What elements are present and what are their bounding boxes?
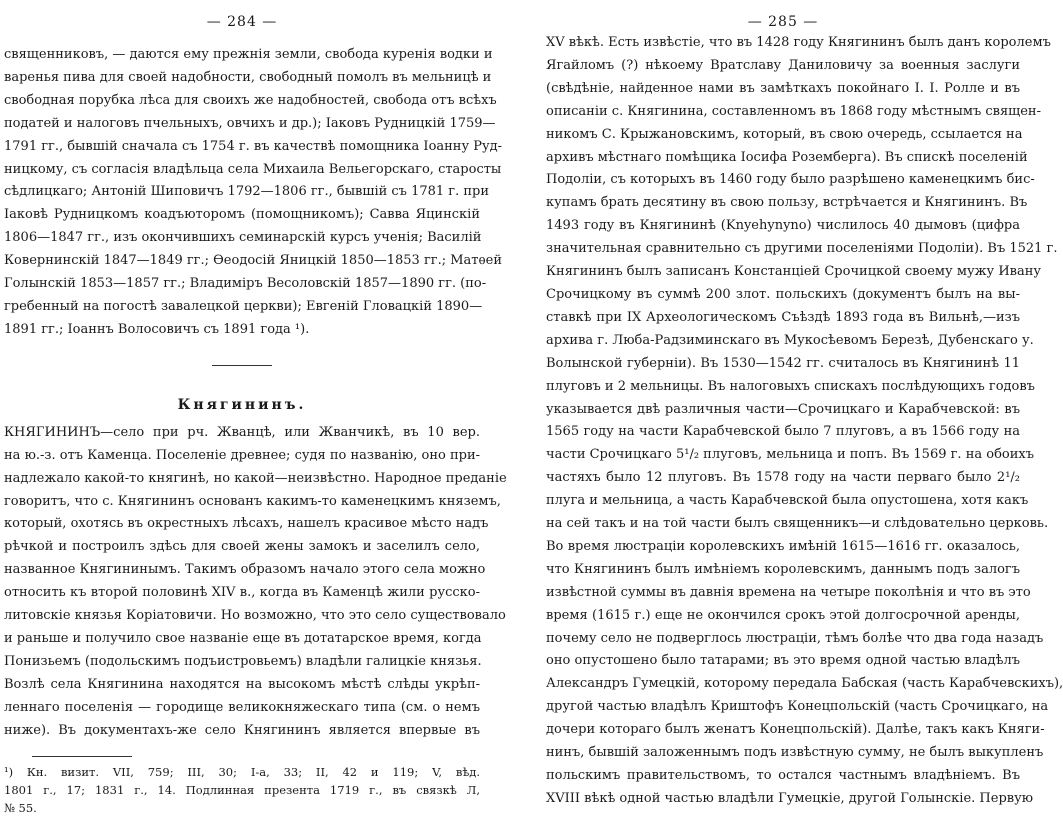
text-line: 1806—1847 гг., изъ окончившихъ семинарскій курсъ ученія; Василій: [4, 230, 482, 246]
text-line: относить къ второй половинѣ XIV в., когда въ Каменцѣ жили русско-: [4, 585, 480, 601]
text-line: плуговъ и 2 мельницы. Въ налоговыхъ спискахъ послѣдующихъ годовъ: [546, 378, 1035, 394]
text-line: священниковъ, — даются ему прежнія земли, свобода куренія водки и: [4, 47, 493, 62]
text-line: оно опустошено было татарами; въ это время одной частью владѣлъ: [546, 653, 1020, 669]
text-line: купамъ брать десятину въ свою пользу, встрѣчается и Княгининъ. Въ: [546, 195, 1028, 211]
text-line: нинъ, бывшій заложеннымъ подъ извѣстную сумму, не былъ выкупленъ: [546, 745, 1044, 761]
text-line: ставкѣ при IX Археологическомъ Съѣздѣ 1893 года въ Вильнѣ,—изъ: [546, 309, 1020, 325]
text-line: 1801 г., 17; 1831 г., 14. Подлинная презента 1719 г., въ связкѣ Л,: [4, 783, 480, 798]
text-line: гребенный на погостѣ завалецкой церкви); Евгеній Гловацкій 1890—: [4, 298, 483, 314]
text-line: Волынской губерніи). Въ 1530—1542 гг. считалось въ Княгининѣ 11: [546, 355, 1020, 371]
text-line: извѣстной суммы въ давнія времена на четыре поколѣнія и что въ это: [546, 584, 1031, 600]
text-line: Іаковѣ Рудницкомъ коадъюторомъ (помощникомъ); Савва Яцинскій: [4, 207, 480, 223]
text-line: другой частью владѣлъ Криштофъ Конецпольскій (часть Срочицкаго, на: [546, 699, 1049, 715]
text-line: 1791 гг., бывшій сначала съ 1754 г. въ качествѣ помощника Іоанну Руд-: [4, 138, 503, 154]
left-text-block-clergy: [4, 44, 503, 342]
text-line: архивъ мѣстнаго помѣщика Іосифа Роземберга). Въ спискѣ поселеній: [546, 149, 1028, 165]
text-line: и раньше и получило свое названіе еще въ дотатарское время, когда: [4, 630, 482, 646]
section-divider: [212, 365, 272, 366]
text-line: на сей такъ и на той части былъ священникъ—и слѣдовательно церковь.: [546, 516, 1049, 532]
text-line: Понизьемъ (подольскимъ подъистровьемъ) владѣли галицкіе князья.: [4, 653, 482, 669]
text-line: Во время люстраціи королевскихъ имѣній 1615—1616 гг. оказалось,: [546, 538, 1020, 554]
text-line: частяхъ было 12 плуговъ. Въ 1578 году на части перваго было 2¹/₂: [546, 470, 1020, 486]
text-line: Подоліи, съ которыхъ въ 1460 году было разрѣшено каменецкимъ бис-: [546, 172, 1035, 188]
text-line: никомъ С. Крыжановскимъ, который, въ свою очередь, ссылается на: [546, 126, 1023, 142]
text-line: части Срочицкаго 5¹/₂ плуговъ, мельница и попъ. Въ 1569 г. на обоихъ: [546, 447, 1034, 463]
text-line: надлежало какой-то княгинѣ, но какой—неизвѣстно. Народное преданіе: [4, 470, 507, 486]
text-line: литовскіе князья Коріатовичи. Но возможно, что это село существовало: [4, 608, 506, 624]
text-line: который, охотясь въ окрестныхъ лѣсахъ, нашелъ красивое мѣсто надъ: [4, 516, 489, 532]
left-page: [0, 0, 507, 816]
section-title: Княгининъ.: [177, 396, 307, 413]
footnote: [4, 763, 480, 817]
text-line: Ковернинскій 1847—1849 гг.; Ѳеодосій Яницкій 1850—1853 гг.; Матѳей: [4, 253, 503, 269]
text-line: Княгининъ былъ записанъ Констанціей Срочицкой своему мужу Ивану: [546, 264, 1042, 280]
text-line: ¹) Кн. визит. VII, 759; III, 30; I-а, 33; II, 42 и 119; V, вѣд.: [4, 765, 480, 780]
text-line: Александръ Гумецкій, которому передала Бабская (часть Карабчевскихъ),: [546, 676, 1063, 692]
text-line: архива г. Люба-Радзиминскаго въ Мукосѣевомъ Березѣ, Дубенскаго у.: [546, 332, 1034, 348]
text-line: варенья пива для своей надобности, свободный помолъ въ мельницѣ и: [4, 69, 492, 85]
text-line: время (1615 г.) еще не окончился срокъ этой долгосрочной аренды,: [546, 607, 1020, 623]
text-line: названное Княгининымъ. Такимъ образомъ начало этого села можно: [4, 562, 486, 578]
text-line: 1891 гг.; Іоаннъ Волосовичъ съ 1891 года ¹).: [4, 321, 310, 337]
text-line: 1493 году въ Княгининѣ (Knyehynyno) числилось 40 дымовъ (цифра: [546, 218, 1020, 234]
text-line: Срочицкому въ суммѣ 200 злот. польскихъ (документъ былъ на вы-: [546, 286, 1020, 302]
footnote-divider: [32, 756, 132, 757]
left-text-block-knyahynyn: [4, 422, 507, 743]
text-line: ницкому, съ согласія владѣльца села Михаила Вельегорскаго, старосты: [4, 161, 502, 177]
text-line: указывается двѣ различныя части—Срочицкаго и Карабчевской: въ: [546, 401, 1020, 417]
text-line: ниже). Въ документахъ-же село Княгининъ является впервые въ: [4, 722, 480, 738]
right-text-block: [546, 32, 1063, 811]
text-line: КНЯГИНИНЪ—село при рч. Жванцѣ, или Жванчикѣ, въ 10 вер.: [4, 424, 480, 440]
right-page: [532, 0, 1063, 806]
text-line: рѣчкой и построилъ здѣсь для своей жены замокъ и заселилъ село,: [4, 539, 480, 555]
text-line: плуга и мельница, а часть Карабчевской была опустошена, хотя какъ: [546, 493, 1029, 509]
text-line: податей и налоговъ пчельныхъ, овчихъ и др.); Іаковъ Рудницкій 1759—: [4, 115, 496, 131]
text-line: леннаго поселенія — городище великокняжескаго типа (см. о немъ: [4, 699, 480, 715]
text-line: значительная сравнительно съ другими поселеніями Подоліи). Въ 1521 г.: [546, 241, 1058, 257]
text-line: XV вѣкѣ. Есть извѣстіе, что въ 1428 году Княгининъ былъ данъ королемъ: [546, 35, 1051, 50]
text-line: 1565 году на части Карабчевской было 7 плуговъ, а въ 1566 году на: [546, 424, 1020, 440]
text-line: Ягайломъ (?) нѣкоему Вратславу Даниловичу за военныя заслуги: [546, 57, 1020, 73]
text-line: говоритъ, что с. Княгининъ основанъ какимъ-то каменецкимъ княземъ,: [4, 493, 501, 509]
text-line: сѣдлицкаго; Антоній Шиповичъ 1792—1806 гг., бывшій съ 1781 г. при: [4, 184, 490, 200]
text-line: № 55.: [4, 801, 37, 816]
text-line: Голынскій 1853—1857 гг.; Владиміръ Весоловскій 1857—1890 гг. (по-: [4, 276, 487, 292]
page-number-right: — 285 —: [747, 14, 819, 30]
text-line: почему село не подверглось люстраціи, тѣмъ болѣе что два года назадъ: [546, 630, 1044, 646]
text-line: Возлѣ села Княгинина находятся на высокомъ мѣстѣ слѣды укрѣп-: [4, 676, 480, 692]
text-line: польскимъ правительствомъ, то остался частнымъ владѣніемъ. Въ: [546, 768, 1020, 783]
text-line: описаніи с. Княгинина, составленномъ въ 1868 году мѣстнымъ священ-: [546, 103, 1041, 119]
text-line: свободная порубка лѣса для своихъ же надобностей, свобода отъ всѣхъ: [4, 92, 497, 108]
page-number-left: — 284 —: [206, 14, 278, 30]
text-line: на ю.-з. отъ Каменца. Поселеніе древнее; судя по названію, оно при-: [4, 447, 480, 463]
text-line: что Княгининъ былъ имѣніемъ королевскимъ, даннымъ подъ залогъ: [546, 561, 1020, 577]
text-line: дочери котораго былъ женатъ Конецпольскій). Далѣе, такъ какъ Княги-: [546, 722, 1045, 738]
text-line: XVIII вѣкѣ одной частью владѣли Гумецкіе, другой Голынскіе. Первую: [546, 790, 1034, 806]
text-line: (свѣдѣніе, найденное нами въ замѣткахъ покойнаго I. I. Ролле и въ: [546, 80, 1020, 96]
